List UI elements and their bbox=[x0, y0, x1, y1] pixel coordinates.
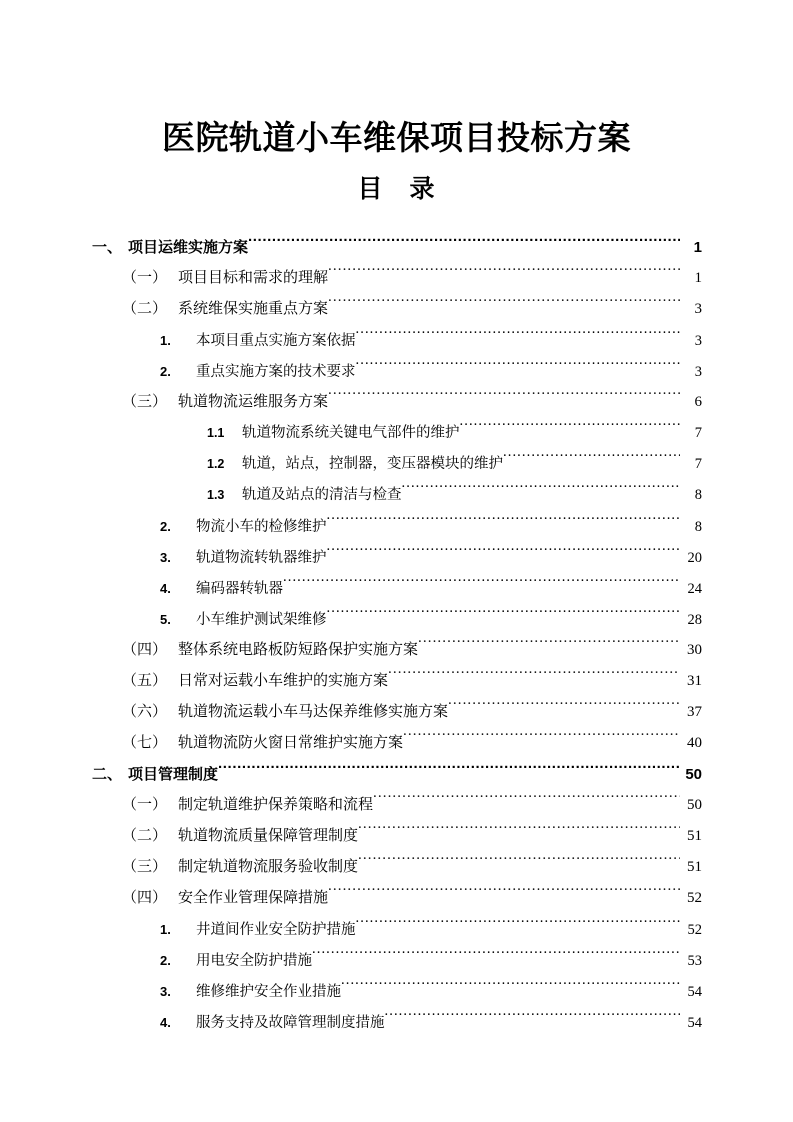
toc-entry-number: 4. bbox=[160, 581, 171, 596]
toc-entry-label: 物流小车的检修维护 bbox=[196, 519, 327, 535]
toc-entry-label: 本项目重点实施方案依据 bbox=[196, 333, 356, 349]
toc-dot-leader bbox=[460, 423, 681, 438]
toc-page-number: 24 bbox=[687, 581, 702, 597]
toc-entry-number: （四） bbox=[122, 642, 168, 658]
toc-entry-number: （二） bbox=[122, 301, 168, 317]
toc-entry-label: 项目目标和需求的理解 bbox=[178, 270, 329, 286]
toc-page-number: 7 bbox=[694, 456, 702, 472]
toc-entry[interactable] bbox=[207, 418, 702, 449]
toc-entry-number: 1. bbox=[160, 922, 171, 937]
toc-dot-leader bbox=[312, 951, 680, 966]
toc-page-number: 40 bbox=[687, 735, 702, 751]
toc-entry-label: 轨道物流系统关键电气部件的维护 bbox=[242, 425, 460, 441]
toc-entry-label: 整体系统电路板防短路保护实施方案 bbox=[178, 642, 419, 658]
toc-page-number: 7 bbox=[694, 425, 702, 441]
toc-dot-leader bbox=[356, 920, 681, 935]
toc-entry-number: （二） bbox=[122, 828, 168, 844]
toc-dot-leader bbox=[218, 764, 680, 779]
toc-entry[interactable] bbox=[92, 759, 702, 790]
toc-entry-label: 轨道及站点的清洁与检查 bbox=[242, 487, 402, 503]
toc-entry-label: 项目管理制度 bbox=[128, 766, 219, 783]
toc-dot-leader bbox=[327, 610, 681, 625]
toc-dot-leader bbox=[356, 362, 681, 377]
toc-entry[interactable] bbox=[160, 356, 702, 387]
toc-entry[interactable] bbox=[160, 604, 702, 635]
toc-page-number: 6 bbox=[694, 394, 702, 410]
toc-entry-number: （一） bbox=[122, 797, 168, 813]
toc-entry-number: （七） bbox=[122, 735, 168, 751]
toc-dot-leader bbox=[248, 237, 680, 252]
toc-entry-label: 日常对运载小车维护的实施方案 bbox=[178, 673, 389, 689]
toc-page-number: 8 bbox=[694, 519, 702, 535]
toc-page-number: 28 bbox=[687, 612, 702, 628]
toc-entry-label: 制定轨道维护保养策略和流程 bbox=[178, 797, 374, 813]
toc-entry-label: 用电安全防护措施 bbox=[196, 953, 312, 969]
toc-entry-label: 维修维护安全作业措施 bbox=[196, 984, 341, 1000]
toc-entry-label: 服务支持及故障管理制度措施 bbox=[196, 1015, 385, 1031]
toc-entry[interactable] bbox=[122, 852, 702, 883]
toc-page-number: 54 bbox=[687, 984, 702, 1000]
toc-entry[interactable] bbox=[92, 232, 702, 263]
toc-dot-leader bbox=[328, 887, 680, 902]
toc-page-number: 1 bbox=[693, 239, 702, 256]
toc-dot-leader bbox=[356, 331, 681, 346]
toc-dot-leader bbox=[373, 794, 680, 809]
toc-page-number: 1 bbox=[694, 270, 702, 286]
toc-entry-label: 编码器转轨器 bbox=[196, 581, 283, 597]
toc-entry[interactable] bbox=[122, 697, 702, 728]
toc-page-number: 53 bbox=[687, 953, 702, 969]
toc-entry-label: 轨道，站点，控制器，变压器模块的维护 bbox=[242, 456, 503, 472]
toc-entry[interactable] bbox=[122, 294, 702, 325]
toc-entry[interactable] bbox=[160, 914, 702, 945]
toc-dot-leader bbox=[327, 517, 681, 532]
toc-entry[interactable] bbox=[160, 1007, 702, 1038]
toc-entry-number: 一、 bbox=[92, 239, 123, 256]
toc-page-number: 50 bbox=[685, 766, 702, 783]
toc-entry[interactable] bbox=[207, 449, 702, 480]
toc-entry[interactable] bbox=[122, 666, 702, 697]
toc-entry-number: 二、 bbox=[92, 766, 123, 783]
toc-entry-number: （六） bbox=[122, 704, 168, 720]
toc-entry-label: 系统维保实施重点方案 bbox=[178, 301, 329, 317]
toc-dot-leader bbox=[358, 825, 680, 840]
toc-entry-label: 轨道物流质量保障管理制度 bbox=[178, 828, 359, 844]
toc-entry-label: 安全作业管理保障措施 bbox=[178, 890, 329, 906]
toc-dot-leader bbox=[385, 1013, 681, 1028]
toc-page-number: 51 bbox=[687, 828, 702, 844]
toc-entry[interactable] bbox=[122, 635, 702, 666]
toc-dot-leader bbox=[503, 454, 680, 469]
toc-dot-leader bbox=[328, 391, 680, 406]
toc-page-number: 31 bbox=[687, 673, 702, 689]
toc-entry[interactable] bbox=[160, 976, 702, 1007]
toc-dot-leader bbox=[403, 732, 680, 747]
toc-entry-label: 重点实施方案的技术要求 bbox=[196, 364, 356, 380]
toc-entry[interactable] bbox=[160, 945, 702, 976]
toc-entry-label: 制定轨道物流服务验收制度 bbox=[178, 859, 359, 875]
toc-entry-number: 3. bbox=[160, 984, 171, 999]
toc-page-number: 3 bbox=[694, 364, 702, 380]
toc-page-number: 52 bbox=[687, 890, 702, 906]
toc-page-number: 3 bbox=[694, 301, 702, 317]
toc-entry-number: （三） bbox=[122, 394, 168, 410]
toc-page-number: 20 bbox=[687, 550, 702, 566]
toc-page-number: 50 bbox=[687, 797, 702, 813]
toc-page-number: 54 bbox=[687, 1015, 702, 1031]
toc-entry[interactable] bbox=[160, 573, 702, 604]
toc-entry-label: 轨道物流运维服务方案 bbox=[178, 394, 329, 410]
toc-dot-leader bbox=[328, 298, 680, 313]
toc-entry[interactable] bbox=[160, 542, 702, 573]
toc-entry-number: （四） bbox=[122, 890, 168, 906]
toc-entry-label: 轨道物流转轨器维护 bbox=[196, 550, 327, 566]
toc-entry-number: （五） bbox=[122, 673, 168, 689]
toc-entry-number: （三） bbox=[122, 859, 168, 875]
toc-dot-leader bbox=[358, 856, 680, 871]
toc-dot-leader bbox=[402, 485, 681, 500]
table-of-contents bbox=[92, 232, 702, 1038]
toc-entry-label: 井道间作业安全防护措施 bbox=[196, 922, 356, 938]
toc-entry-number: 2. bbox=[160, 364, 171, 379]
toc-page-number: 3 bbox=[694, 333, 702, 349]
toc-page-number: 37 bbox=[687, 704, 702, 720]
toc-entry-number: 5. bbox=[160, 612, 171, 627]
table-of-contents-heading: 目 录 bbox=[357, 176, 436, 203]
toc-entry-number: 1. bbox=[160, 333, 171, 348]
toc-entry-number: 2. bbox=[160, 953, 171, 968]
toc-dot-leader bbox=[283, 579, 680, 594]
page-title: 医院轨道小车维保项目投标方案 bbox=[162, 119, 631, 157]
toc-entry-number: 1.3 bbox=[207, 488, 225, 502]
toc-entry-label: 轨道物流运载小车马达保养维修实施方案 bbox=[178, 704, 449, 720]
toc-entry-number: 3. bbox=[160, 550, 171, 565]
toc-entry[interactable] bbox=[122, 387, 702, 418]
toc-entry[interactable] bbox=[122, 263, 702, 294]
toc-dot-leader bbox=[388, 670, 680, 685]
toc-dot-leader bbox=[448, 701, 680, 716]
toc-dot-leader bbox=[341, 982, 680, 997]
toc-entry[interactable] bbox=[160, 325, 702, 356]
toc-entry-number: （一） bbox=[122, 270, 168, 286]
toc-entry-number: 1.2 bbox=[207, 457, 225, 471]
toc-entry-label: 项目运维实施方案 bbox=[128, 239, 249, 256]
toc-page-number: 52 bbox=[687, 922, 702, 938]
toc-dot-leader bbox=[327, 548, 681, 563]
toc-entry-number: 2. bbox=[160, 519, 171, 534]
toc-entry[interactable] bbox=[160, 511, 702, 542]
toc-page-number: 8 bbox=[694, 487, 702, 503]
toc-entry-label: 小车维护测试架维修 bbox=[196, 612, 327, 628]
toc-entry[interactable] bbox=[122, 821, 702, 852]
toc-entry-number: 4. bbox=[160, 1015, 171, 1030]
toc-entry[interactable] bbox=[122, 728, 702, 759]
toc-entry[interactable] bbox=[122, 883, 702, 914]
toc-entry[interactable] bbox=[207, 480, 702, 511]
toc-entry[interactable] bbox=[122, 790, 702, 821]
toc-page-number: 51 bbox=[687, 859, 702, 875]
toc-dot-leader bbox=[418, 639, 680, 654]
toc-entry-number: 1.1 bbox=[207, 426, 225, 440]
toc-entry-label: 轨道物流防火窗日常维护实施方案 bbox=[178, 735, 404, 751]
toc-dot-leader bbox=[328, 267, 680, 282]
toc-page-number: 30 bbox=[687, 642, 702, 658]
